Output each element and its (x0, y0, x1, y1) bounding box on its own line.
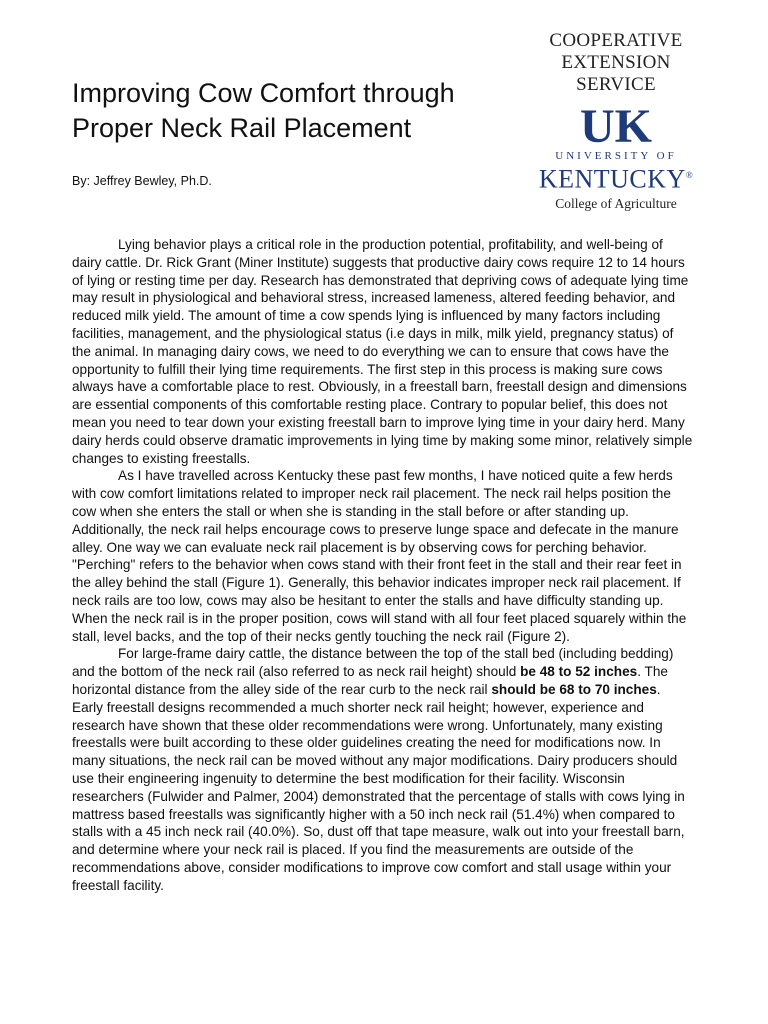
uk-logo-mark (571, 102, 661, 148)
logo-college-of-agriculture: College of Agriculture (555, 195, 677, 211)
logo-line-extension: EXTENSION (561, 52, 671, 73)
logo-line-service: SERVICE (576, 74, 656, 95)
byline: By: Jeffrey Bewley, Ph.D. (72, 174, 212, 188)
paragraph-1: Lying behavior plays a critical role in the production potential, profitability, and well-being of dairy cattle. Dr. Rick Grant (Miner Institute) suggests that productive dairy cows require 12 to 14 hours of lying or resting time per day. Research has demonstrated that depriving cows of adequate lying time may result in physiological and behavioral stress, increased lameness, altered feeding behavior, and reduced milk yield. The amount of time a cow spends lying is influenced by many factors including facilities, management, and the physiological status (i.e days in milk, milk yield, pregnancy status) of the animal. In managing dairy cows, we need to do everything we can to ensure that cows have the opportunity to fulfill their lying time requirements. The first step in this process is making sure cows always have a comfortable place to rest. Obviously, in a freestall barn, freestall design and dimensions are essential components of this comfortable resting place. Contrary to popular belief, this does not mean you need to tear down your existing freestall barn to improve lying time in your dairy herd. Many dairy herds could observe dramatic improvements in lying time by making some minor, relatively simple changes to existing freestalls. (72, 237, 693, 466)
paragraph-3 (72, 645, 694, 894)
logo-university-of: UNIVERSITY OF (555, 150, 677, 162)
paragraph-2: As I have travelled across Kentucky these past few months, I have noticed quite a few herds with cow comfort limitations related to improper neck rail placement. The neck rail helps position the cow when she enters the stall or when she is standing in the stall before or after standing up. Additionally, the neck rail helps encourage cows to preserve lunge space and defecate in the manure alley. One way we can evaluate neck rail placement is by observing cows for perching behavior. "Perching" refers to the behavior when cows stand with their front feet in the stall and their rear feet in the alley behind the stall (Figure 1). Generally, this behavior indicates improper neck rail placement. If neck rails are too low, cows may also be hesitant to enter the stalls and have difficulty standing up. When the neck rail is in the proper position, cows will stand with all four feet placed squarely within the stall, level backs, and the top of their necks gently touching the neck rail (Figure 2). (72, 468, 687, 644)
logo-kentucky-text: KENTUCKY (538, 164, 686, 194)
registered-mark: ® (685, 170, 694, 180)
logo-kentucky (528, 162, 704, 193)
logo-line-cooperative: COOPERATIVE (549, 30, 683, 51)
paragraph-3-part-d: . Early freestall designs recommended a much shorter neck rail height; however, experience and research have shown that these older recommendations were wrong. Unfortunately, many existing freestalls were built according to these older guidelines creating the need for modifications now. In many situations, the neck rail can be moved without any major modifications. Dairy producers should use their engineering ingenuity to determine the best modification for their facility. Wisconsin researchers (Fulwider and Palmer, 2004) demonstrated that the percentage of stalls with cows lying in mattress based freestalls was significantly higher with a 50 inch neck rail (51.4%) when compared to stalls with a 45 inch neck rail (40.0%). So, dust off that tape measure, walk out into your freestall barn, and determine where your neck rail is placed. If you find the measurements are outside of the recommendations above, consider modifications to improve cow comfort and stall usage within your freestall facility. (72, 681, 685, 893)
uk-mark-letters: UK (580, 102, 652, 148)
paragraph-3-part-c: . The horizontal distance from the alley side of the rear curb to the neck rail (72, 664, 668, 697)
page-title: Improving Cow Comfort through Proper Neck Rail Placement (72, 78, 455, 143)
neck-rail-distance-spec: should be 68 to 70 inches (491, 681, 657, 697)
uk-extension-logo (528, 30, 704, 215)
neck-rail-height-spec: be 48 to 52 inches (520, 664, 638, 680)
paragraph-3-part-a: For large-frame dairy cattle, the distance between the top of the stall bed (including bedding) and the bottom of the neck rail (also referred to as neck rail height) should (72, 646, 674, 680)
article-body (72, 236, 694, 894)
